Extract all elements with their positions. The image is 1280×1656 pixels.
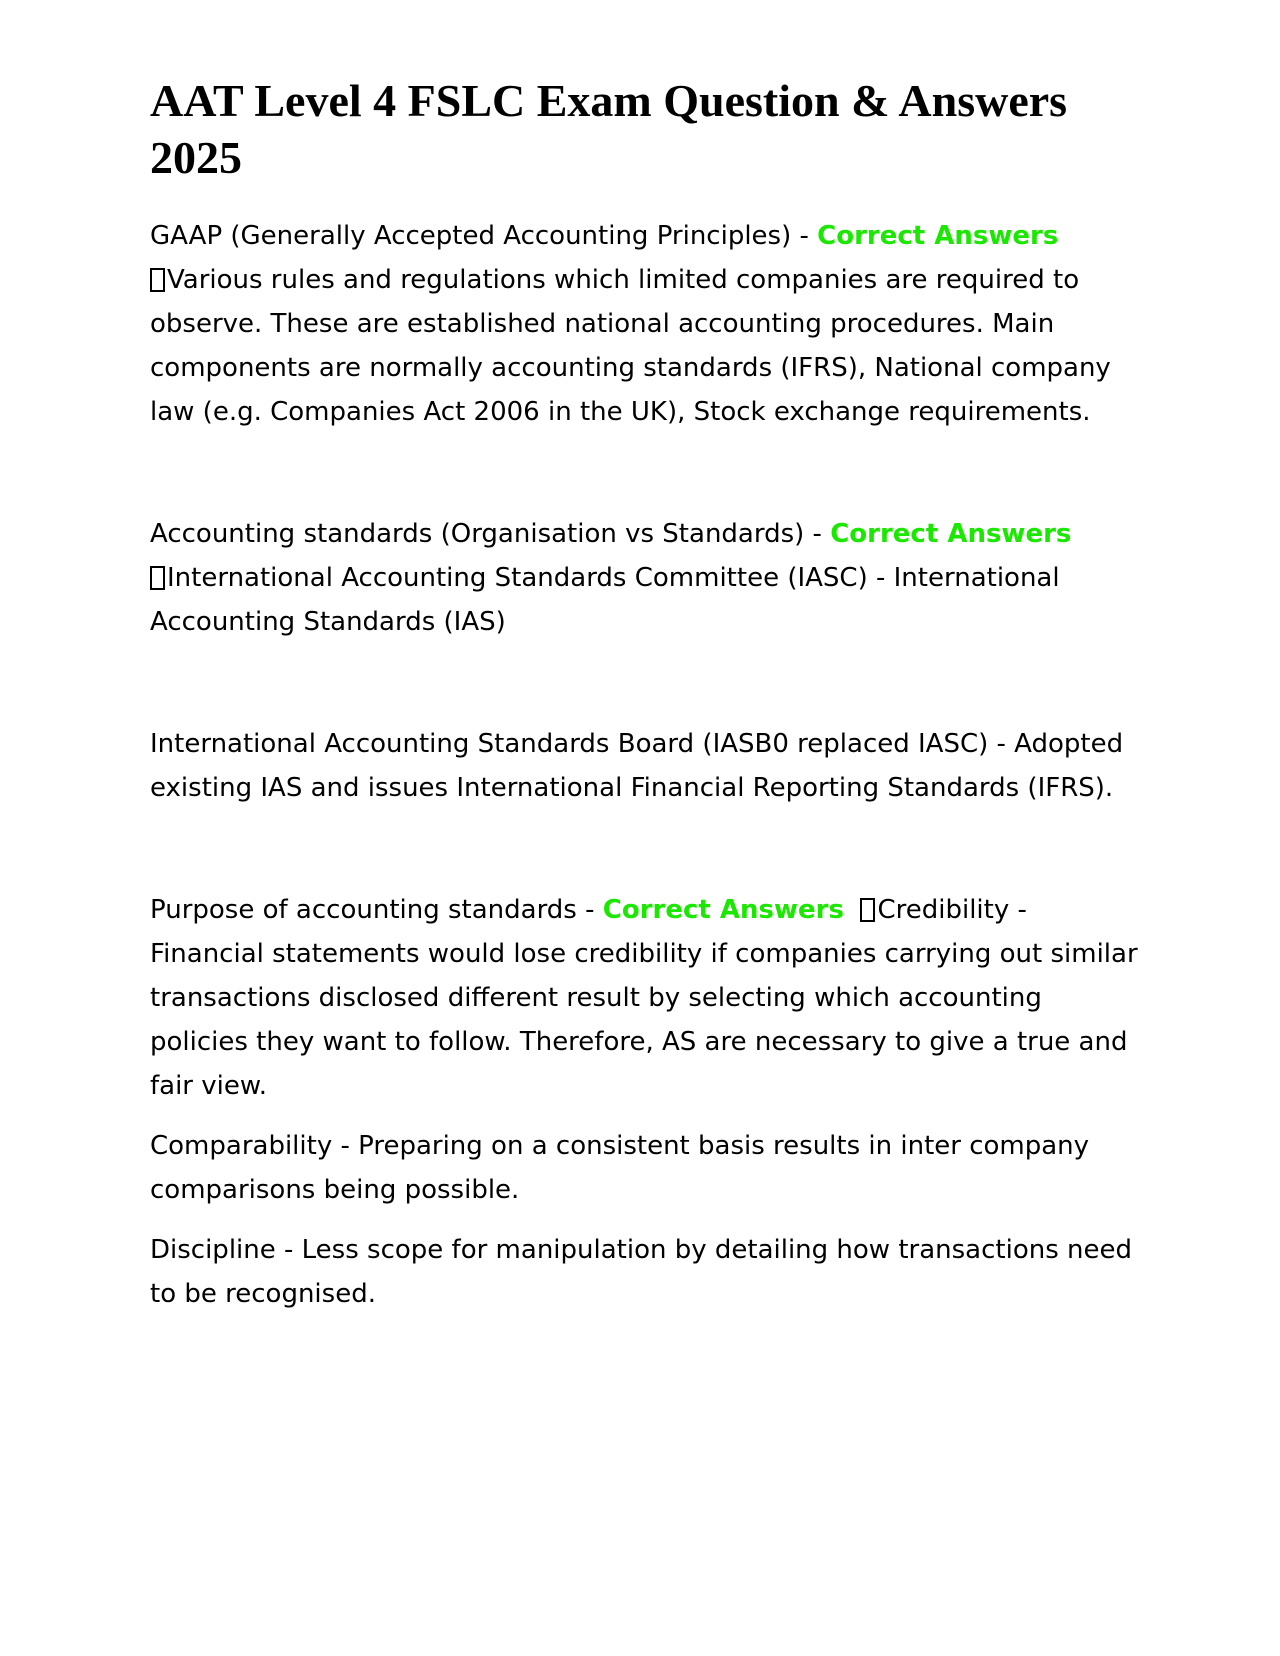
entry-accounting-standards <box>150 512 1140 644</box>
entry-discipline: Discipline - Less scope for manipulation by detailing how transactions need to be recognised. <box>150 1235 1132 1309</box>
correct-answers-label: Correct Answers <box>817 221 1059 251</box>
entry-comparability: Comparability - Preparing on a consistent basis results in inter company comparisons being possible. <box>150 1131 1090 1205</box>
entry-answer: Credibility - Financial statements would lose credibility if companies carrying out similar transactions disclosed different result by selecting which accounting policies they want to follow. Therefore, AS are necessary to give a true and fair view. <box>150 895 1138 1101</box>
missing-glyph-icon <box>150 268 165 292</box>
entry-answer: Various rules and regulations which limited companies are required to observe. These are established national accounting procedures. Main components are normally accounting standards (IFRS), National company law (e.g. Companies Act 2006 in the UK), Stock exchange requirements. <box>150 265 1111 427</box>
spacer <box>150 1108 1140 1124</box>
correct-answers-label: Correct Answers <box>602 895 844 925</box>
spacer <box>150 1212 1140 1228</box>
entry-question: GAAP (Generally Accepted Accounting Principles) - <box>150 221 818 251</box>
spacer <box>150 810 1140 888</box>
correct-answers-label: Correct Answers <box>830 519 1072 549</box>
missing-glyph-icon <box>860 898 875 922</box>
entry-question: Purpose of accounting standards - <box>150 895 603 925</box>
entry-question: Accounting standards (Organisation vs Standards) - <box>150 519 831 549</box>
entry-answer: International Accounting Standards Committee (IASC) - International Accounting Standards (IAS) <box>150 563 1060 637</box>
document-title: AAT Level 4 FSLC Exam Question & Answers 2025 <box>150 75 1068 183</box>
document-page <box>150 72 1140 1316</box>
entry-purpose <box>150 888 1140 1108</box>
spacer <box>150 644 1140 722</box>
entry-gaap <box>150 214 1140 434</box>
entry-iasb: International Accounting Standards Board (IASB0 replaced IASC) - Adopted existing IAS and issues International Financial Reporting Standards (IFRS). <box>150 729 1124 803</box>
spacer <box>150 434 1140 512</box>
missing-glyph-icon <box>150 566 165 590</box>
